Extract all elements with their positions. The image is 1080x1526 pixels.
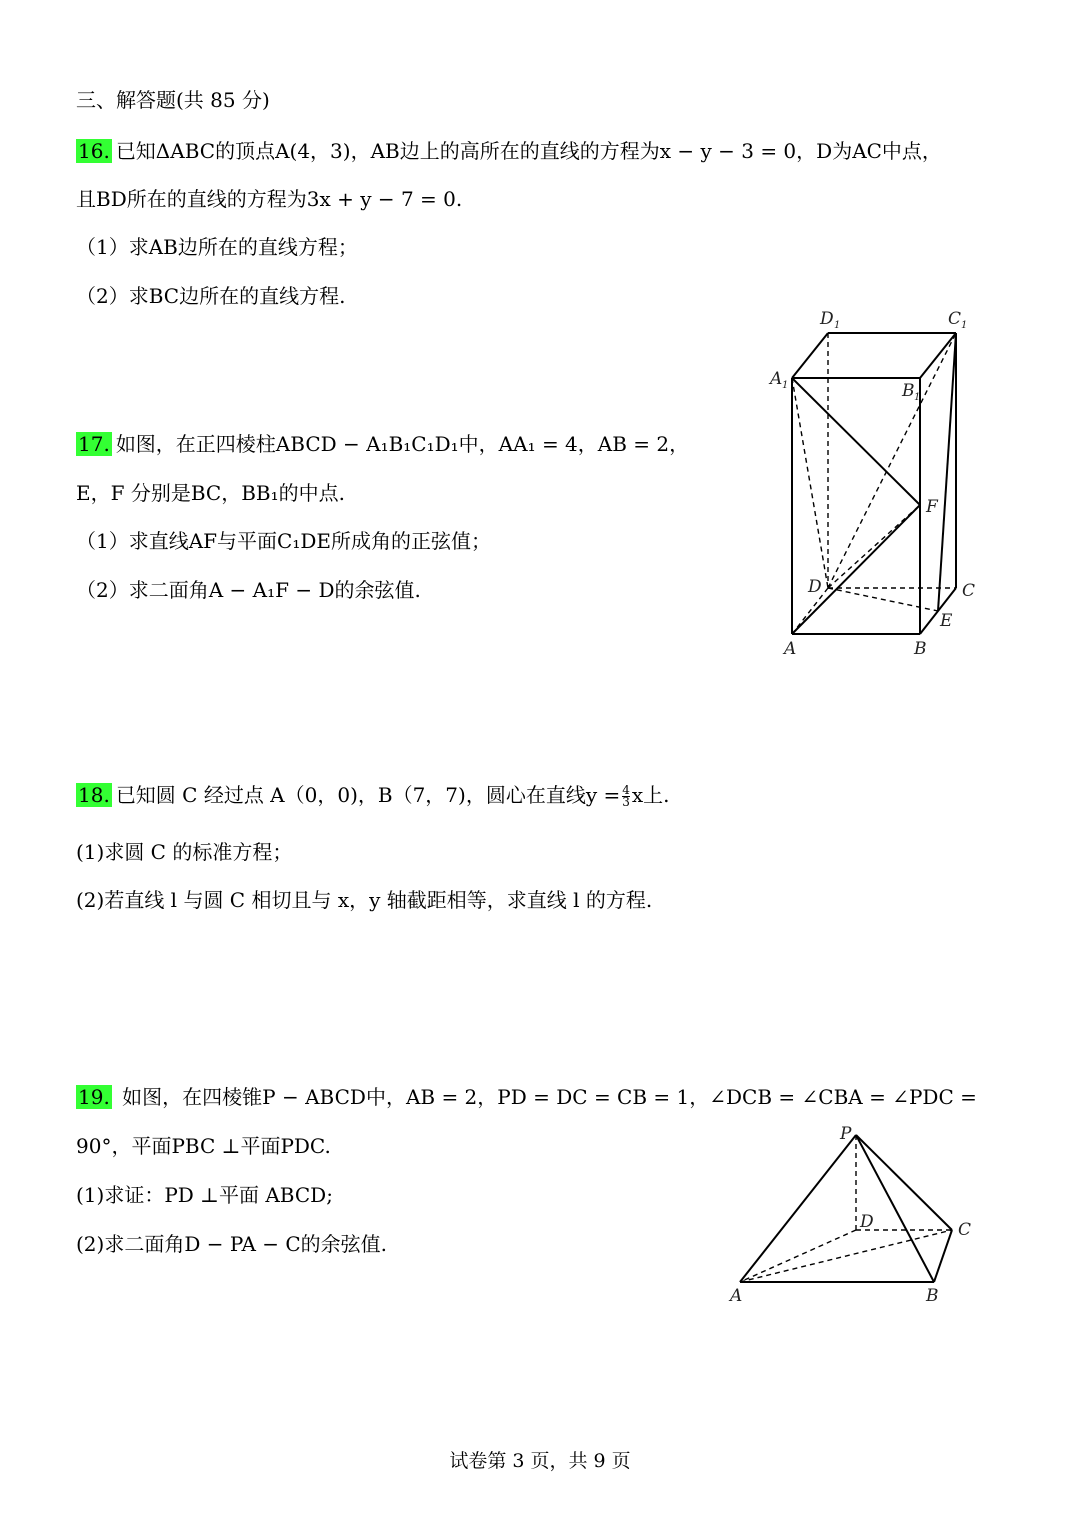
label-a: A — [784, 639, 797, 659]
label-b1: B — [902, 381, 915, 401]
label-a1-sub: 1 — [782, 380, 789, 391]
fraction — [622, 785, 630, 808]
q18-part2: (2)若直线 l 与圆 C 相切且与 x，y 轴截距相等，求直线 l 的方程. — [76, 888, 653, 912]
q17-text-1: 如图，在正四棱柱ABCD − A₁B₁C₁D₁中，AA₁ = 4，AB = 2， — [115, 432, 690, 456]
label-d: D — [808, 577, 822, 597]
q16-line1 — [76, 137, 942, 165]
q19-line1 — [76, 1083, 977, 1111]
label-b: B — [926, 1286, 939, 1306]
frac-numerator: 4 — [622, 783, 630, 797]
q19-text-1: 如图，在四棱锥P − ABCD中，AB = 2，PD = DC = CB = 1，∠DCB = ∠CBA = ∠PDC = — [115, 1085, 977, 1109]
page-footer: 试卷第 3 页，共 9 页 — [449, 1450, 631, 1472]
q18-line1 — [76, 781, 670, 809]
label-b: B — [914, 639, 927, 659]
q18-text-2: x上. — [631, 783, 670, 807]
prism-figure — [760, 300, 990, 670]
frac-denominator: 3 — [622, 795, 630, 809]
label-f: F — [926, 497, 938, 517]
section-title: 三、解答题(共 85 分) — [76, 88, 270, 112]
label-c1-sub: 1 — [961, 320, 968, 331]
label-b1-sub: 1 — [914, 392, 921, 403]
q17-number: 17. — [78, 432, 110, 456]
q19-line2: 90°，平面PBC ⊥平面PDC. — [76, 1134, 331, 1158]
pyramid-figure — [720, 1115, 990, 1315]
label-c: C — [962, 581, 976, 601]
q19-part2: (2)求二面角D − PA − C的余弦值. — [76, 1232, 388, 1256]
label-c1: C — [948, 309, 962, 329]
label-c: C — [958, 1220, 972, 1240]
label-d1-sub: 1 — [834, 320, 841, 331]
q16-line2: 且BD所在的直线的方程为3x + y − 7 = 0. — [76, 187, 463, 211]
q18-number: 18. — [78, 783, 110, 807]
label-a: A — [730, 1286, 743, 1306]
label-d: D — [860, 1212, 874, 1232]
q17-part2: （2）求二面角A − A₁F − D的余弦值. — [76, 578, 421, 602]
q19-number: 19. — [78, 1085, 110, 1109]
q16-number: 16. — [78, 139, 110, 163]
q17-line1 — [76, 430, 689, 458]
q17-part1: （1）求直线AF与平面C₁DE所成角的正弦值； — [76, 529, 491, 553]
q17-line2: E，F 分别是BC，BB₁的中点. — [76, 481, 345, 505]
label-d1: D — [820, 309, 834, 329]
label-e: E — [940, 611, 953, 631]
q18-text-1: 已知圆 C 经过点 A（0，0)，B（7，7)，圆心在直线y = — [115, 783, 621, 807]
q16-part2: （2）求BC边所在的直线方程. — [76, 284, 346, 308]
q19-part1: (1)求证：PD ⊥平面 ABCD; — [76, 1183, 333, 1207]
label-p: P — [840, 1124, 852, 1144]
q16-part1: （1）求AB边所在的直线方程； — [76, 235, 358, 259]
q18-part1: (1)求圆 C 的标准方程； — [76, 840, 293, 864]
label-a1: A — [770, 369, 783, 389]
q16-text-1: 已知ΔABC的顶点A(4，3)，AB边上的高所在的直线的方程为x − y − 3 = 0，D为AC中点， — [115, 139, 942, 163]
